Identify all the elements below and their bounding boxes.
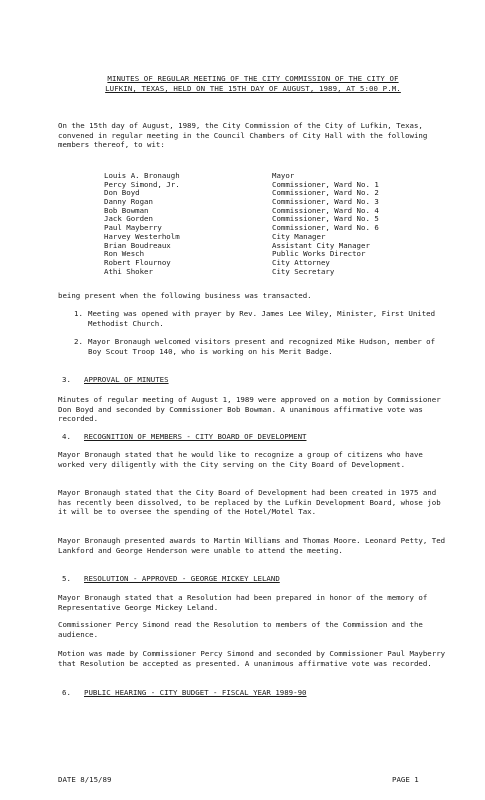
member-name: Jack Gorden [104,214,153,224]
member-name: Robert Flournoy [104,257,171,267]
member-name: Ron Wesch [104,249,145,259]
section-5-paragraph-2: Commissioner Percy Simond read the Resolution to members of the Commission and the audience. [58,620,423,639]
agenda-item-1 [58,309,450,328]
section-heading-6 [62,688,306,698]
roster-row [104,223,404,232]
member-name: Athi Shoker [104,266,153,276]
roster-row [104,197,404,206]
title-line-2: LUFKIN, TEXAS, HELD ON THE 15TH DAY OF AUGUST, 1989, AT 5:00 P.M. [105,83,401,93]
member-title: Public Works Director [272,249,366,259]
member-title: Assistant City Manager [272,240,370,250]
section-heading-4 [62,432,306,442]
roster-row [104,206,404,215]
section-3-paragraph-1: Minutes of regular meeting of August 1, 1989 were approved on a motion by Commissioner Don Boyd and seconded by Commissioner Bob Bowman. A unanimous affirmative vote was recorded. [58,395,441,424]
roster-row [104,249,404,258]
member-title: Commissioner, Ward No. 4 [272,205,379,215]
section-4-paragraph-1: Mayor Bronaugh stated that he would like to recognize a group of citizens who have worked very diligently with the City serving on the City Board of Development. [58,450,423,469]
section-5-paragraph-1: Mayor Bronaugh stated that a Resolution had been prepared in honor of the memory of Representative George Mickey Leland. [58,593,428,612]
member-name: Percy Simond, Jr. [104,179,180,189]
section-number: 6. [62,688,71,697]
member-title: City Attorney [272,257,330,267]
attendance-roster [104,171,404,275]
footer-page-number: PAGE 1 [392,775,419,784]
member-title: Mayor [272,171,295,180]
section-title: PUBLIC HEARING - CITY BUDGET - FISCAL YEAR 1989-90 [84,688,307,697]
member-title: Commissioner, Ward No. 6 [272,223,379,233]
section-4-paragraph-3: Mayor Bronaugh presented awards to Martin Williams and Thomas Moore. Leonard Petty, Ted Lankford and George Henderson were unable to attend the meeting. [58,536,446,555]
roster-row [104,171,404,180]
member-name: Brian Boudreaux [104,240,171,250]
present-statement: being present when the following business was transacted. [58,291,312,300]
section-title: RESOLUTION - APPROVED - GEORGE MICKEY LELAND [84,574,280,583]
section-title: RECOGNITION OF MEMBERS - CITY BOARD OF DEVELOPMENT [84,432,307,441]
agenda-item-2 [58,337,450,356]
section-heading-3 [62,375,169,385]
item-text: Mayor Bronaugh welcomed visitors present and recognized Mike Hudson, member of Boy Scout Troop 140, who is working on his Merit Badge. [88,337,436,356]
section-4-paragraph-2: Mayor Bronaugh stated that the City Board of Development had been created in 1975 and has recently been dissolved, to be replaced by the Lufkin Development Board, whose job it will be to oversee the spending of the Hotel/Motel Tax. [58,488,441,517]
member-title: Commissioner, Ward No. 5 [272,214,379,224]
roster-row [104,241,404,250]
item-number: 1. [74,309,83,318]
section-title: APPROVAL OF MINUTES [84,375,169,384]
section-heading-5 [62,574,280,584]
roster-row [104,267,404,276]
member-title: City Secretary [272,266,335,276]
member-title: Commissioner, Ward No. 1 [272,179,379,189]
member-name: Don Boyd [104,188,140,198]
section-number: 3. [62,375,71,384]
member-name: Danny Rogan [104,197,153,207]
member-title: Commissioner, Ward No. 3 [272,197,379,207]
section-5-paragraph-3: Motion was made by Commissioner Percy Simond and seconded by Commissioner Paul Mayberry that Resolution be accepted as presented. A unanimous affirmative vote was recorded. [58,649,446,668]
member-title: City Manager [272,231,326,241]
member-name: Bob Bowman [104,205,149,215]
item-number: 2. [74,337,83,346]
member-title: Commissioner, Ward No. 2 [272,188,379,198]
roster-row [104,180,404,189]
roster-row [104,232,404,241]
footer-date: DATE 8/15/89 [58,775,112,784]
roster-row [104,214,404,223]
member-name: Paul Mayberry [104,223,162,233]
member-name: Harvey Westerholm [104,231,180,241]
section-number: 5. [62,574,71,583]
item-text: Meeting was opened with prayer by Rev. James Lee Wiley, Minister, First United Methodist Church. [88,309,436,328]
section-number: 4. [62,432,71,441]
roster-row [104,188,404,197]
roster-row [104,258,404,267]
member-name: Louis A. Bronaugh [104,171,180,180]
intro-paragraph: On the 15th day of August, 1989, the City Commission of the City of Lufkin, Texas, convened in regular meeting in the Council Chambers of City Hall with the following members thereof, to wit: [58,121,428,150]
document-title [58,74,448,93]
title-line-1: MINUTES OF REGULAR MEETING OF THE CITY COMMISSION OF THE CITY OF [107,74,399,83]
